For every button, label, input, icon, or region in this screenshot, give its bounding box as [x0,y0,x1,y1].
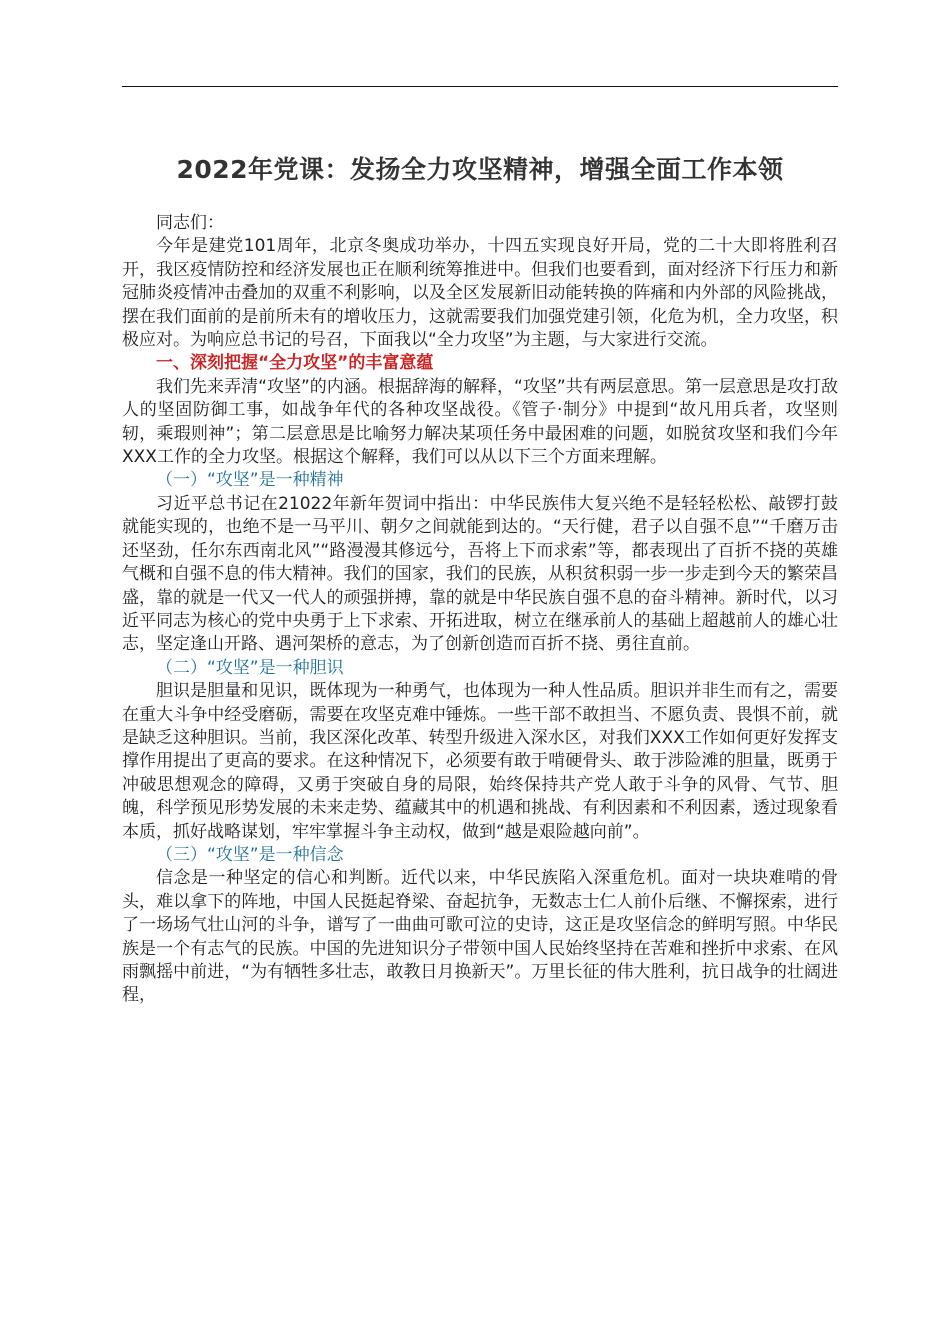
paragraph-spirit: 习近平总书记在21022年新年贺词中指出：中华民族伟大复兴绝不是轻轻松松、敲锣打鼓就能实现的，也绝不是一马平川、朝夕之间就能到达的。“天行健，君子以自强不息”“千磨万击还坚劲，任尔东西南北风”“路漫漫其修远兮，吾将上下而求索”等，都表现出了百折不挠的英雄气概和自强不息的伟大精神。我们的国家，我们的民族，从积贫积弱一步一步走到今天的繁荣昌盛，靠的就是一代又一代人的顽强拼搏，靠的就是中华民族自强不息的奋斗精神。新时代，以习近平同志为核心的党中央勇于上下求索、开拓进取，树立在继承前人的基础上超越前人的雄心壮志，坚定逢山开路、遇河架桥的意志，为了创新创造而百折不挠、勇往直前。 [122,493,838,655]
subheading-spirit: （一）“攻坚”是一种精神 [156,470,344,491]
header-rule [122,86,838,87]
paragraph-courage: 胆识是胆量和见识，既体现为一种勇气，也体现为一种人性品质。胆识并非生而有之，需要在重大斗争中经受磨砺，需要在攻坚克难中锤炼。一些干部不敢担当、不愿负责、畏惧不前，就是缺乏这种胆识。当前，我区深化改革、转型升级进入深水区，对我们XXX工作如何更好发挥支撑作用提出了更高的要求。在这种情况下，必须要有敢于啃硬骨头、敢于涉险滩的胆量，既勇于冲破思想观念的障碍，又勇于突破自身的局限，始终保持共产党人敢于斗争的风骨、气节、胆魄，科学预见形势发展的未来走势、蕴藏其中的机遇和挑战、有利因素和不利因素，透过现象看本质，抓好战略谋划，牢牢掌握斗争主动权，做到“越是艰险越向前”。 [122,681,838,842]
paragraph-belief: 信念是一种坚定的信心和判断。近代以来，中华民族陷入深重危机。面对一块块难啃的骨头，难以拿下的阵地，中国人民挺起脊梁、奋起抗争，无数志士仁人前仆后继、不懈探索，进行了一场场气壮山河的斗争，谱写了一曲曲可歌可泣的史诗，这正是攻坚信念的鲜明写照。中华民族是一个有志气的民族。中国的先进知识分子带领中国人民始终坚持在苦难和挫折中求索、在风雨飘摇中前进，“为有牺牲多壮志，敢教日月换新天”。万里长征的伟大胜利，抗日战争的壮阔进程， [122,868,838,1006]
paragraph-greeting: 同志们： [156,213,224,233]
document-body [122,212,838,1008]
page-title: 2022年党课：发扬全力攻坚精神，增强全面工作本领 [176,155,784,184]
subheading-belief: （三）“攻坚”是一种信念 [156,844,344,865]
subheading-courage: （二）“攻坚”是一种胆识 [156,657,344,678]
paragraph-meaning: 我们先来弄清“攻坚”的内涵。根据辞海的解释，“攻坚”共有两层意思。第一层意思是攻打敌人的坚固防御工事，如战争年代的各种攻坚战役。《管子·制分》中提到“故凡用兵者，攻坚则轫，乘瑕则神”；第二层意思是比喻努力解决某项任务中最困难的问题，如脱贫攻坚和我们今年XXX工作的全力攻坚。根据这个解释，我们可以从以下三个方面来理解。 [122,376,838,468]
paragraph-intro: 今年是建党101周年，北京冬奥成功举办，十四五实现良好开局，党的二十大即将胜利召开，我区疫情防控和经济发展也正在顺利统筹推进中。但我们也要看到，面对经济下行压力和新冠肺炎疫情冲击叠加的双重不利影响，以及全区发展新旧动能转换的阵痛和内外部的风险挑战，摆在我们面前的是前所未有的增收压力，这就需要我们加强党建引领，化危为机，全力攻坚，积极应对。为响应总书记的号召，下面我以“全力攻坚”为主题，与大家进行交流。 [122,236,838,351]
section-heading-1: 一、深刻把握“全力攻坚”的丰富意蕴 [156,353,434,374]
